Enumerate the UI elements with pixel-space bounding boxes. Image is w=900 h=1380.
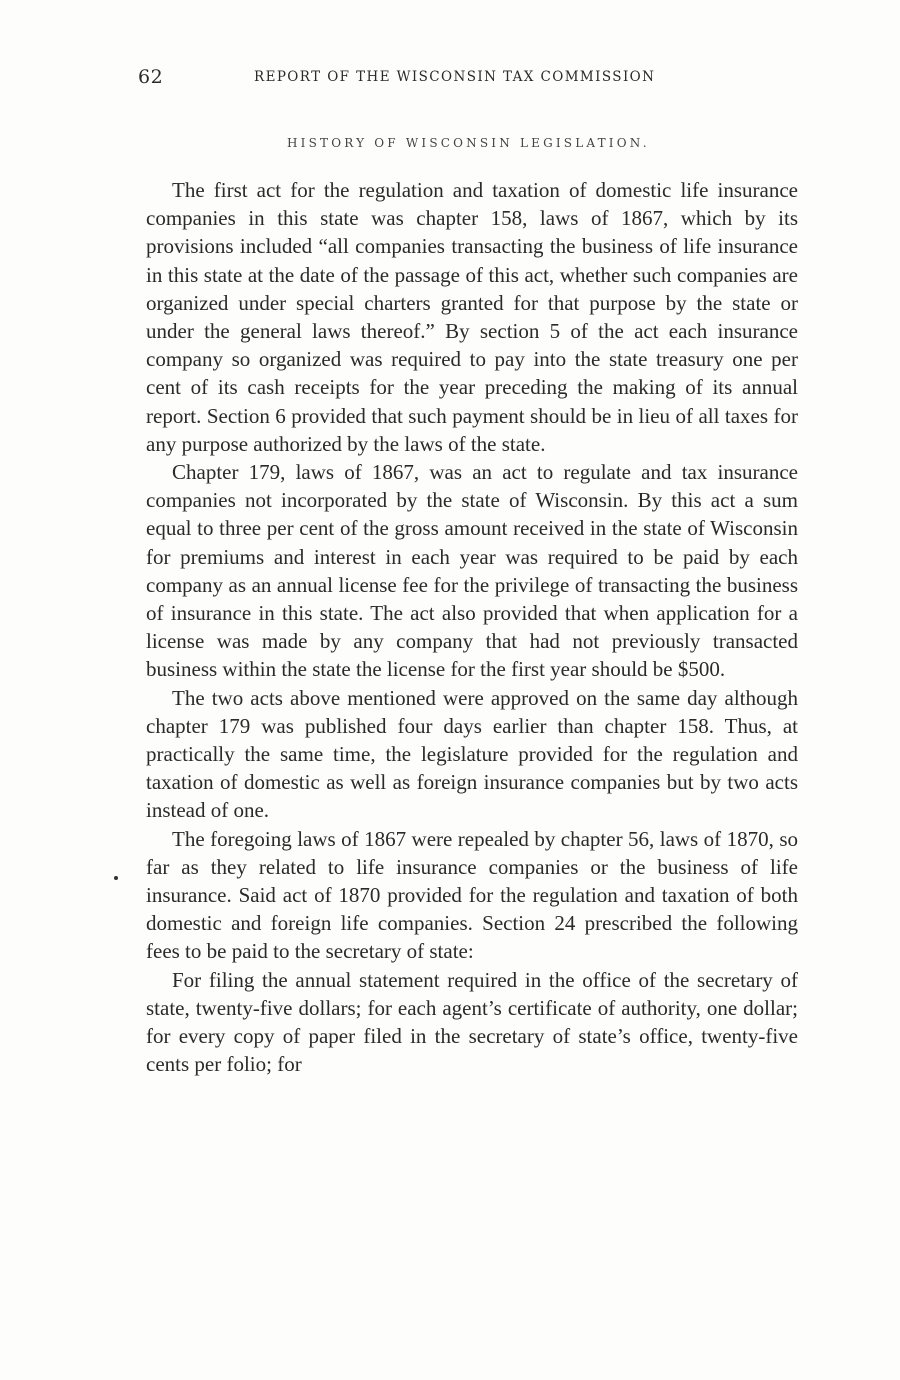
section-heading: HISTORY OF WISCONSIN LEGISLATION. xyxy=(287,136,650,150)
paragraph-acts-approved: The two acts above mentioned were approved on the same day although chapter 179 was published four days earlier than chapter 158. Thus, at practically the same time, the legislature provided for the regulation and taxation of domestic as well as foreign insurance companies but by two acts instead of one. xyxy=(146,685,798,823)
running-head xyxy=(138,66,686,90)
paragraph-domestic-life-act: The first act for the regulation and taxation of domestic life insurance companies in this state was chapter 158, laws of 1867, which by its provisions included “all companies transacting the business of life insurance in this state at the date of the passage of this act, whether such companies are organized under special charters granted for that purpose by the state or under the general laws thereof.” By section 5 of the act each insurance company so organized was required to pay into the state treasury one per cent of its cash receipts for the year preceding the making of its annual report. Section 6 provided that such payment should be in lieu of all taxes for any purpose authorized by the laws of the state. xyxy=(146,178,798,456)
body-text xyxy=(146,176,798,1079)
paragraph-laws-repealed: The foregoing laws of 1867 were repealed by chapter 56, laws of 1870, so far as they related to life insurance companies or the business of life insurance. Said act of 1870 provided for the regulation and taxation of both domestic and foreign life companies. Section 24 prescribed the following fees to be paid to the secretary of state: xyxy=(146,826,798,964)
page-number: 62 xyxy=(138,66,164,88)
print-speck xyxy=(114,876,118,880)
paragraph-foreign-companies-act: Chapter 179, laws of 1867, was an act to regulate and tax insurance companies not incorporated by the state of Wisconsin. By this act a sum equal to three per cent of the gross amount received in the state of Wisconsin for premiums and interest in each year was required to be paid by each company as an annual license fee for the privilege of transacting the business of insurance in this state. The act also provided that when application for a license was made by any company that had not previously transacted business within the state the license for the first year should be $500. xyxy=(146,460,798,682)
running-title: REPORT OF THE WISCONSIN TAX COMMISSION xyxy=(254,69,656,85)
paragraph-fees: For filing the annual statement required in the office of the secretary of state, twenty-five dollars; for each agent’s certificate of authority, one dollar; for every copy of paper filed in the secretary of state’s office, twenty-five cents per folio; for xyxy=(146,967,798,1077)
